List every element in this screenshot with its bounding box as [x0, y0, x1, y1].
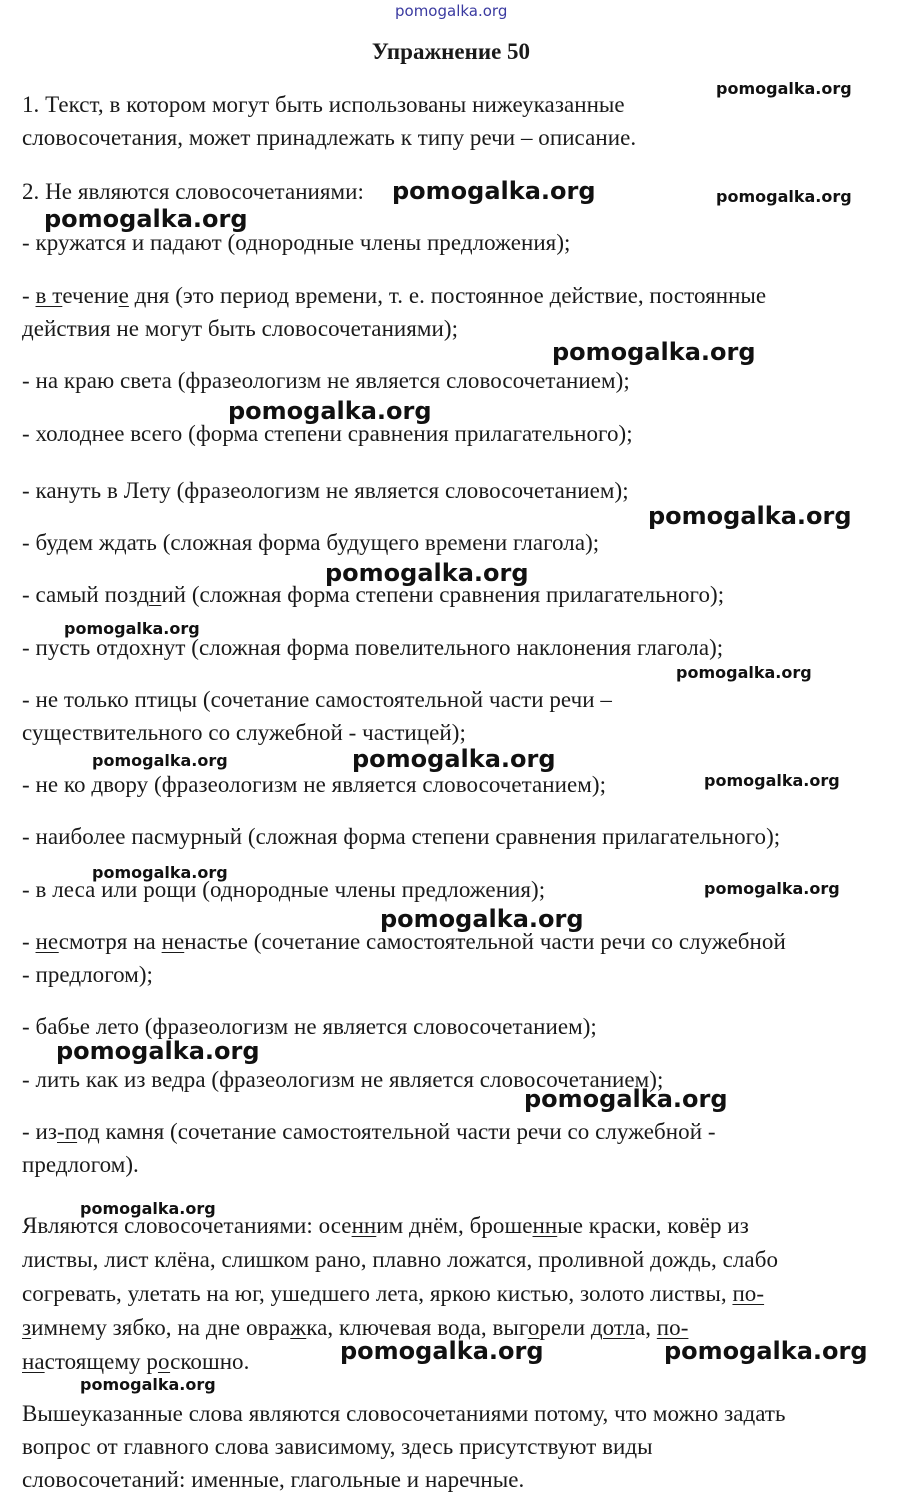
list-item: - кружатся и падают (однородные члены предложения);: [22, 230, 571, 255]
paragraph-4-line-1: Вышеуказанные слова являются словосочетаниями потому, что можно задать: [22, 1401, 786, 1426]
paragraph-3-line-5: настоящему роскошно.: [22, 1349, 250, 1374]
watermark: pomogalka.org: [92, 863, 228, 882]
list-item-continuation: действия не могут быть словосочетаниями);: [22, 316, 459, 341]
list-item-continuation: существительного со служебной - частицей);: [22, 720, 466, 745]
watermark: pomogalka.org: [704, 879, 840, 898]
paragraph-4-line-3: словосочетаний: именные, глагольные и наречные.: [22, 1467, 525, 1492]
watermark: pomogalka.org: [80, 1375, 216, 1394]
list-item: - пусть отдохнут (сложная форма повелительного наклонения глагола);: [22, 635, 724, 660]
header-watermark: pomogalka.org: [395, 2, 508, 20]
list-item: - самый поздний (сложная форма степени сравнения прилагательного);: [22, 582, 725, 607]
list-item: - не только птицы (сочетание самостоятельной части речи –: [22, 687, 612, 712]
watermark: pomogalka.org: [80, 1199, 216, 1218]
watermark: pomogalka.org: [44, 205, 248, 233]
watermark: pomogalka.org: [352, 745, 556, 773]
watermark: pomogalka.org: [64, 619, 200, 638]
list-item: - наиболее пасмурный (сложная форма степени сравнения прилагательного);: [22, 824, 781, 849]
watermark: pomogalka.org: [716, 79, 852, 98]
watermark: pomogalka.org: [552, 338, 756, 366]
list-item: - не ко двору (фразеологизм не является словосочетанием);: [22, 772, 607, 797]
watermark: pomogalka.org: [380, 905, 584, 933]
page-title: Упражнение 50: [371, 39, 531, 64]
list-item: - бабье лето (фразеологизм не является словосочетанием);: [22, 1014, 597, 1039]
list-item: - лить как из ведра (фразеологизм не является словосочетанием);: [22, 1067, 664, 1092]
list-item: - холоднее всего (форма степени сравнения прилагательного);: [22, 421, 633, 446]
list-item: - будем ждать (сложная форма будущего времени глагола);: [22, 530, 600, 555]
watermark: pomogalka.org: [716, 187, 852, 206]
watermark: pomogalka.org: [56, 1037, 260, 1065]
paragraph-3-line-3: согревать, улетать на юг, ушедшего лета, яркою кистью, золото листвы, по-: [22, 1281, 765, 1306]
paragraph-2-intro: 2. Не являются словосочетаниями:: [22, 179, 364, 204]
paragraph-1-line-2: словосочетания, может принадлежать к типу речи – описание.: [22, 125, 637, 150]
watermark: pomogalka.org: [648, 502, 852, 530]
list-item: - на краю света (фразеологизм не является словосочетанием);: [22, 368, 630, 393]
paragraph-3-line-2: листвы, лист клёна, слишком рано, плавно ложатся, проливной дождь, слабо: [22, 1247, 778, 1272]
list-item-continuation: предлогом).: [22, 1152, 139, 1177]
watermark: pomogalka.org: [664, 1337, 868, 1365]
watermark: pomogalka.org: [676, 663, 812, 682]
paragraph-4-line-2: вопрос от главного слова зависимому, здесь присутствуют виды: [22, 1434, 653, 1459]
paragraph-1-line-1: 1. Текст, в котором могут быть использованы нижеуказанные: [22, 92, 625, 117]
watermark: pomogalka.org: [228, 397, 432, 425]
paragraph-3-line-1: Являются словосочетаниями: осенним днём, брошенные краски, ковёр из: [22, 1213, 749, 1238]
watermark: pomogalka.org: [325, 559, 529, 587]
list-item: - в течение дня (это период времени, т. е. постоянное действие, постоянные: [22, 283, 767, 308]
watermark: pomogalka.org: [92, 751, 228, 770]
watermark: pomogalka.org: [392, 177, 596, 205]
list-item: - несмотря на ненастье (сочетание самостоятельной части речи со служебной: [22, 929, 786, 954]
watermark: pomogalka.org: [704, 771, 840, 790]
paragraph-3-line-4: зимнему зябко, на дне овражка, ключевая вода, выгорели дотла, по-: [22, 1315, 689, 1340]
list-item: - кануть в Лету (фразеологизм не является словосочетанием);: [22, 478, 629, 503]
list-item-continuation: - предлогом);: [22, 962, 153, 987]
list-item: - в леса или рощи (однородные члены предложения);: [22, 877, 546, 902]
watermark: pomogalka.org: [524, 1085, 728, 1113]
list-item: - из-под камня (сочетание самостоятельной части речи со служебной -: [22, 1119, 716, 1144]
watermark: pomogalka.org: [340, 1337, 544, 1365]
